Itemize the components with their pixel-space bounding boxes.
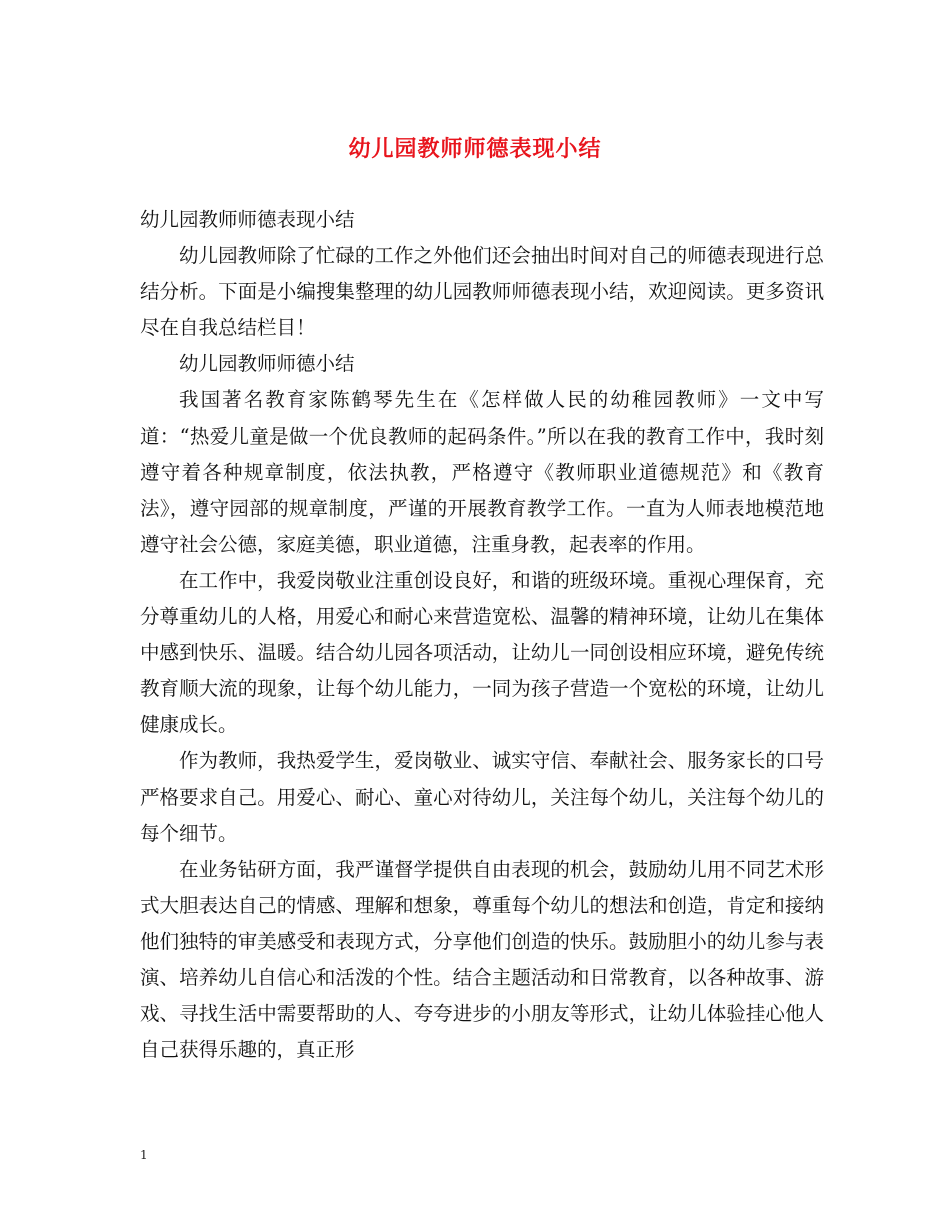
body-paragraph-4: 在业务钻研方面，我严谨督学提供自由表现的机会，鼓励幼儿用不同艺术形式大胆表达自己的情感、理解和想象，尊重每个幼儿的想法和创造，肯定和接纳他们独特的审美感受和表现方式，分享他们创造的快乐。鼓励胆小的幼儿参与表演、培养幼儿自信心和活泼的个性。结合主题活动和日常教育，以各种故事、游戏、寻找生活中需要帮助的人、夸夸进步的小朋友等形式，让幼儿体验挂心他人自己获得乐趣的，真正形 xyxy=(140,857,824,1062)
body-paragraph-3: 作为教师，我热爱学生，爱岗敬业、诚实守信、奉献社会、服务家长的口号严格要求自己。用爱心、耐心、童心对待幼儿，关注每个幼儿，关注每个幼儿的每个细节。 xyxy=(140,749,824,845)
section-heading-paragraph: 幼儿园教师师德小结 xyxy=(179,352,355,376)
intro-paragraph: 幼儿园教师除了忙碌的工作之外他们还会抽出时间对自己的师德表现进行总结分析。下面是小编搜集整理的幼儿园教师师德表现小结，欢迎阅读。更多资讯尽在自我总结栏目！ xyxy=(140,244,824,340)
subheading-paragraph: 幼儿园教师师德表现小结 xyxy=(140,208,355,231)
page-number: 1 xyxy=(140,1148,148,1162)
document-body xyxy=(140,202,824,1068)
document-title: 幼儿园教师师德表现小结 xyxy=(348,136,602,162)
body-paragraph-2: 在工作中，我爱岗敬业注重创设良好，和谐的班级环境。重视心理保育，充分尊重幼儿的人格，用爱心和耐心来营造宽松、温馨的精神环境，让幼儿在集体中感到快乐、温暖。结合幼儿园各项活动，让幼儿一同创设相应环境，避免传统教育顺大流的现象，让每个幼儿能力，一同为孩子营造一个宽松的环境，让幼儿健康成长。 xyxy=(140,568,824,737)
body-paragraph-1: 我国著名教育家陈鹤琴先生在《怎样做人民的幼稚园教师》一文中写道：“热爱儿童是做一个优良教师的起码条件。”所以在我的教育工作中，我时刻遵守着各种规章制度，依法执教，严格遵守《教师职业道德规范》和《教育法》，遵守园部的规章制度，严谨的开展教育教学工作。一直为人师表地模范地遵守社会公德，家庭美德，职业道德，注重身教，起表率的作用。 xyxy=(140,388,824,556)
